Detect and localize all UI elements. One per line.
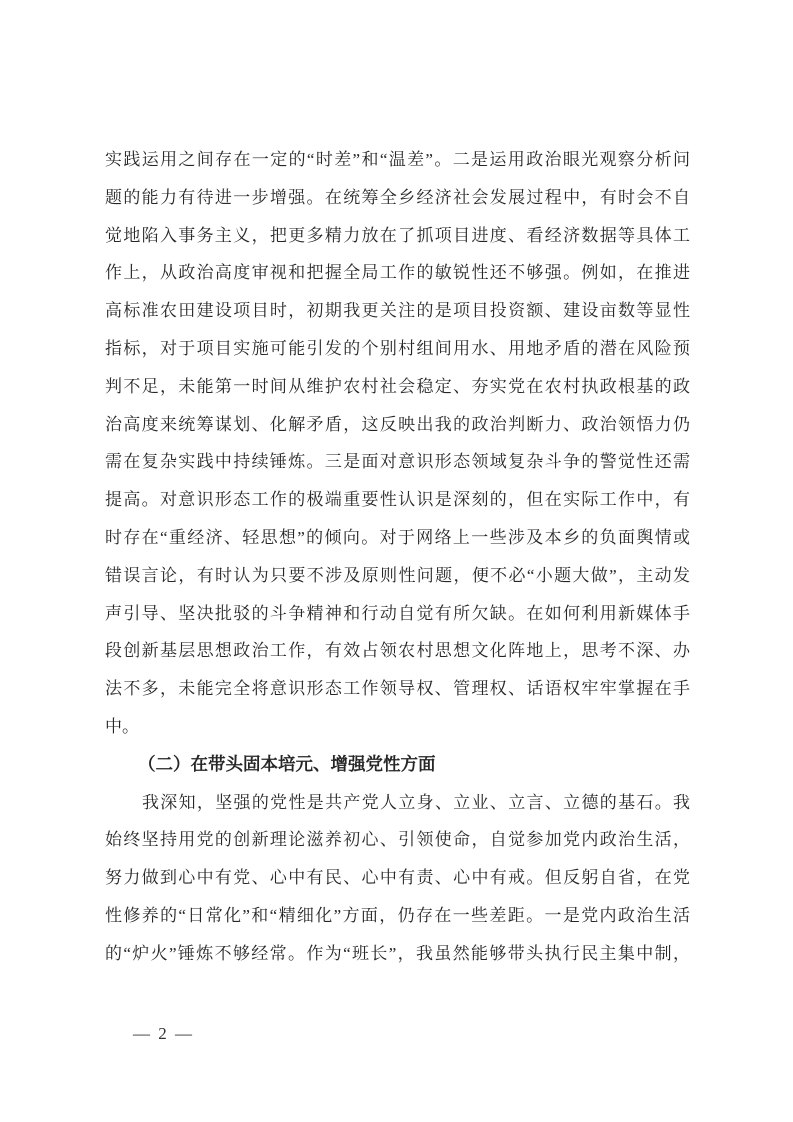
text-line: 高标准农田建设项目时，初期我更关注的是项目投资额、建设亩数等显性 (105, 301, 690, 321)
text-line: 提高。对意识形态工作的极端重要性认识是深刻的，但在实际工作中，有 (105, 490, 690, 510)
text-line: 题的能力有待进一步增强。在统筹全乡经济社会发展过程中，有时会不自 (105, 187, 690, 207)
text-line: 判不足，未能第一时间从维护农村社会稳定、夯实党在农村执政根基的政 (105, 376, 690, 396)
text-line: 作上，从政治高度审视和把握全局工作的敏锐性还不够强。例如，在推进 (105, 263, 690, 283)
text-line: 我深知，坚强的党性是共产党人立身、立业、立言、立德的基石。我 (142, 792, 690, 812)
page-number: — 2 — (133, 1024, 194, 1043)
text-line: 段创新基层思想政治工作，有效占领农村思想文化阵地上，思考不深、办 (105, 641, 690, 661)
document-body (105, 141, 690, 973)
text-line: 治高度来统筹谋划、化解矛盾，这反映出我的政治判断力、政治领悟力仍 (105, 414, 690, 434)
text-line: 指标，对于项目实施可能引发的个别村组间用水、用地矛盾的潜在风险预 (105, 338, 690, 358)
text-line: 始终坚持用党的创新理论滋养初心、引领使命，自觉参加党内政治生活， (105, 830, 690, 850)
text-line: 觉地陷入事务主义，把更多精力放在了抓项目进度、看经济数据等具体工 (105, 225, 690, 245)
text-line: 时存在“重经济、轻思想”的倾向。对于网络上一些涉及本乡的负面舆情或 (105, 527, 690, 547)
text-line: 努力做到心中有党、心中有民、心中有责、心中有戒。但反躬自省，在党 (105, 868, 690, 888)
text-line: 中。 (105, 716, 139, 736)
text-line: 声引导、坚决批驳的斗争精神和行动自觉有所欠缺。在如何利用新媒体手 (105, 603, 690, 623)
text-line: 实践运用之间存在一定的“时差”和“温差”。二是运用政治眼光观察分析问 (105, 150, 690, 169)
text-line: 法不多，未能完全将意识形态工作领导权、管理权、话语权牢牢掌握在手 (105, 679, 690, 699)
text-line: 性修养的“日常化”和“精细化”方面，仍存在一些差距。一是党内政治生活 (105, 905, 690, 925)
text-line: 的“炉火”锤炼不够经常。作为“班长”，我虽然能够带头执行民主集中制， (105, 943, 690, 963)
text-line: 错误言论，有时认为只要不涉及原则性问题，便不必“小题大做”，主动发 (105, 565, 690, 585)
section-heading: （二）在带头固本培元、增强党性方面 (138, 753, 436, 774)
text-line: 需在复杂实践中持续锤炼。三是面对意识形态领域复杂斗争的警觉性还需 (105, 452, 690, 472)
